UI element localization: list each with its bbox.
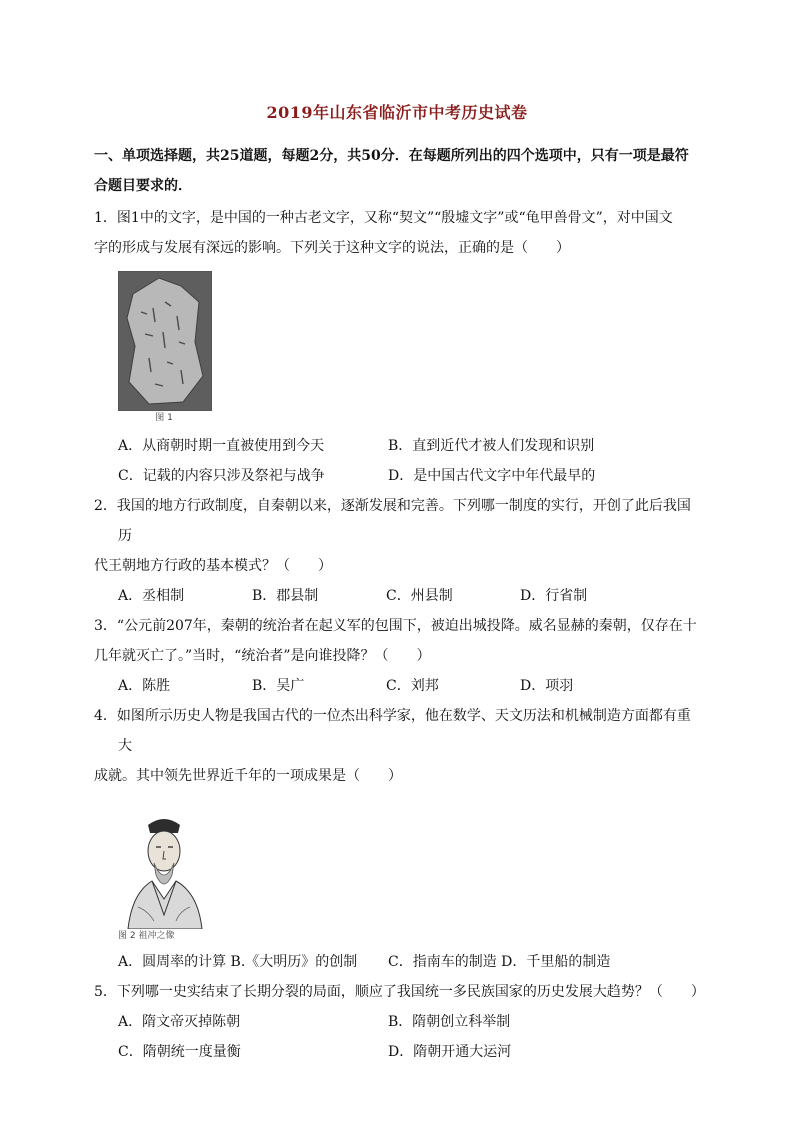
question-4-options [94,947,700,977]
question-2 [94,491,700,611]
question-5-options-row-2 [94,1037,700,1067]
question-3-options [94,671,700,701]
question-3-option-c: C．刘邦 [386,678,439,694]
section-heading-line-1: 一、单项选择题，共25道题，每题2分，共50分．在每题所列出的四个选项中，只有一项是最符 [94,148,689,164]
question-4-stem [94,701,700,791]
oracle-bone-image [118,271,212,411]
question-1-option-c: C．记载的内容只涉及祭祀与战争 [118,468,325,484]
question-2-option-c: C．州县制 [386,588,453,604]
question-2-stem-line-1: 2．我国的地方行政制度，自秦朝以来，逐渐发展和完善。下列哪一制度的实行，开创了此后我国历 [94,498,691,544]
question-5-stem-line-1: 5．下列哪一史实结束了长期分裂的局面，顺应了我国统一多民族国家的历史发展大趋势？（ ） [94,984,705,1000]
oracle-bone-illustration [119,272,211,410]
question-1-option-d: D．是中国古代文字中年代最早的 [388,468,596,484]
question-3-stem-line-1: 3．“公元前207年，秦朝的统治者在起义军的包围下，被迫出城投降。威名显赫的秦朝，仅存在十 [94,618,697,634]
question-4-stem-line-2: 成就。其中领先世界近千年的一项成果是（ ） [94,768,402,784]
question-5-option-b: B．隋朝创立科举制 [388,1014,511,1030]
question-5-option-c: C．隋朝统一度量衡 [118,1044,241,1060]
question-1-option-b: B．直到近代才被人们发现和识别 [388,438,595,454]
figure-2-caption: 图 2 祖冲之像 [118,931,175,941]
question-3-option-b: B．吴广 [252,678,305,694]
question-1-stem-line-1: 1．图1中的文字，是中国的一种古老文字，又称“契文”“殷墟文字”或“龟甲兽骨文”，对中国文 [94,210,673,226]
question-2-option-a: A．丞相制 [118,588,185,604]
question-2-option-d: D．行省制 [520,588,588,604]
question-2-option-b: B．郡县制 [252,588,319,604]
question-4 [94,701,700,977]
question-2-options [94,581,700,611]
question-1-stem [94,203,700,263]
question-3 [94,611,700,701]
question-3-stem [94,611,700,671]
question-5-options-row-1 [94,1007,700,1037]
question-5-option-d: D．隋朝开通大运河 [388,1044,512,1060]
question-5-stem [94,977,705,1007]
question-1-options-row-2 [94,461,700,491]
question-2-stem [94,491,700,581]
question-1-option-a: A．从商朝时期一直被使用到今天 [118,438,325,454]
question-5 [94,977,705,1067]
question-4-options-ab: A．圆周率的计算 B.《大明历》的创制 [118,954,358,970]
question-3-stem-line-2: 几年就灭亡了。”当时，“统治者”是向谁投降？（ ） [94,648,431,664]
section-heading [94,141,700,201]
figure-1 [118,271,210,425]
question-4-stem-line-1: 4．如图所示历史人物是我国古代的一位杰出科学家，他在数学、天文历法和机械制造方面都有重大 [94,708,691,754]
question-5-option-a: A．隋文帝灭掉陈朝 [118,1014,241,1030]
question-4-options-cd: C．指南车的制造 D．千里船的制造 [388,954,611,970]
zu-chongzhi-portrait [118,811,210,929]
question-3-option-d: D．项羽 [520,678,574,694]
question-1-options-row-1 [94,431,700,461]
question-2-stem-line-2: 代王朝地方行政的基本模式？（ ） [94,558,332,574]
page-title: 2019年山东省临沂市中考历史试卷 [266,103,528,122]
section-heading-line-2: 合题目要求的． [94,178,192,194]
question-3-option-a: A．陈胜 [118,678,171,694]
figure-1-caption: 图 1 [155,413,173,423]
question-1-stem-line-2: 字的形成与发展有深远的影响。下列关于这种文字的说法，正确的是（ ） [94,240,570,256]
question-1 [94,203,700,491]
figure-2 [118,811,210,943]
